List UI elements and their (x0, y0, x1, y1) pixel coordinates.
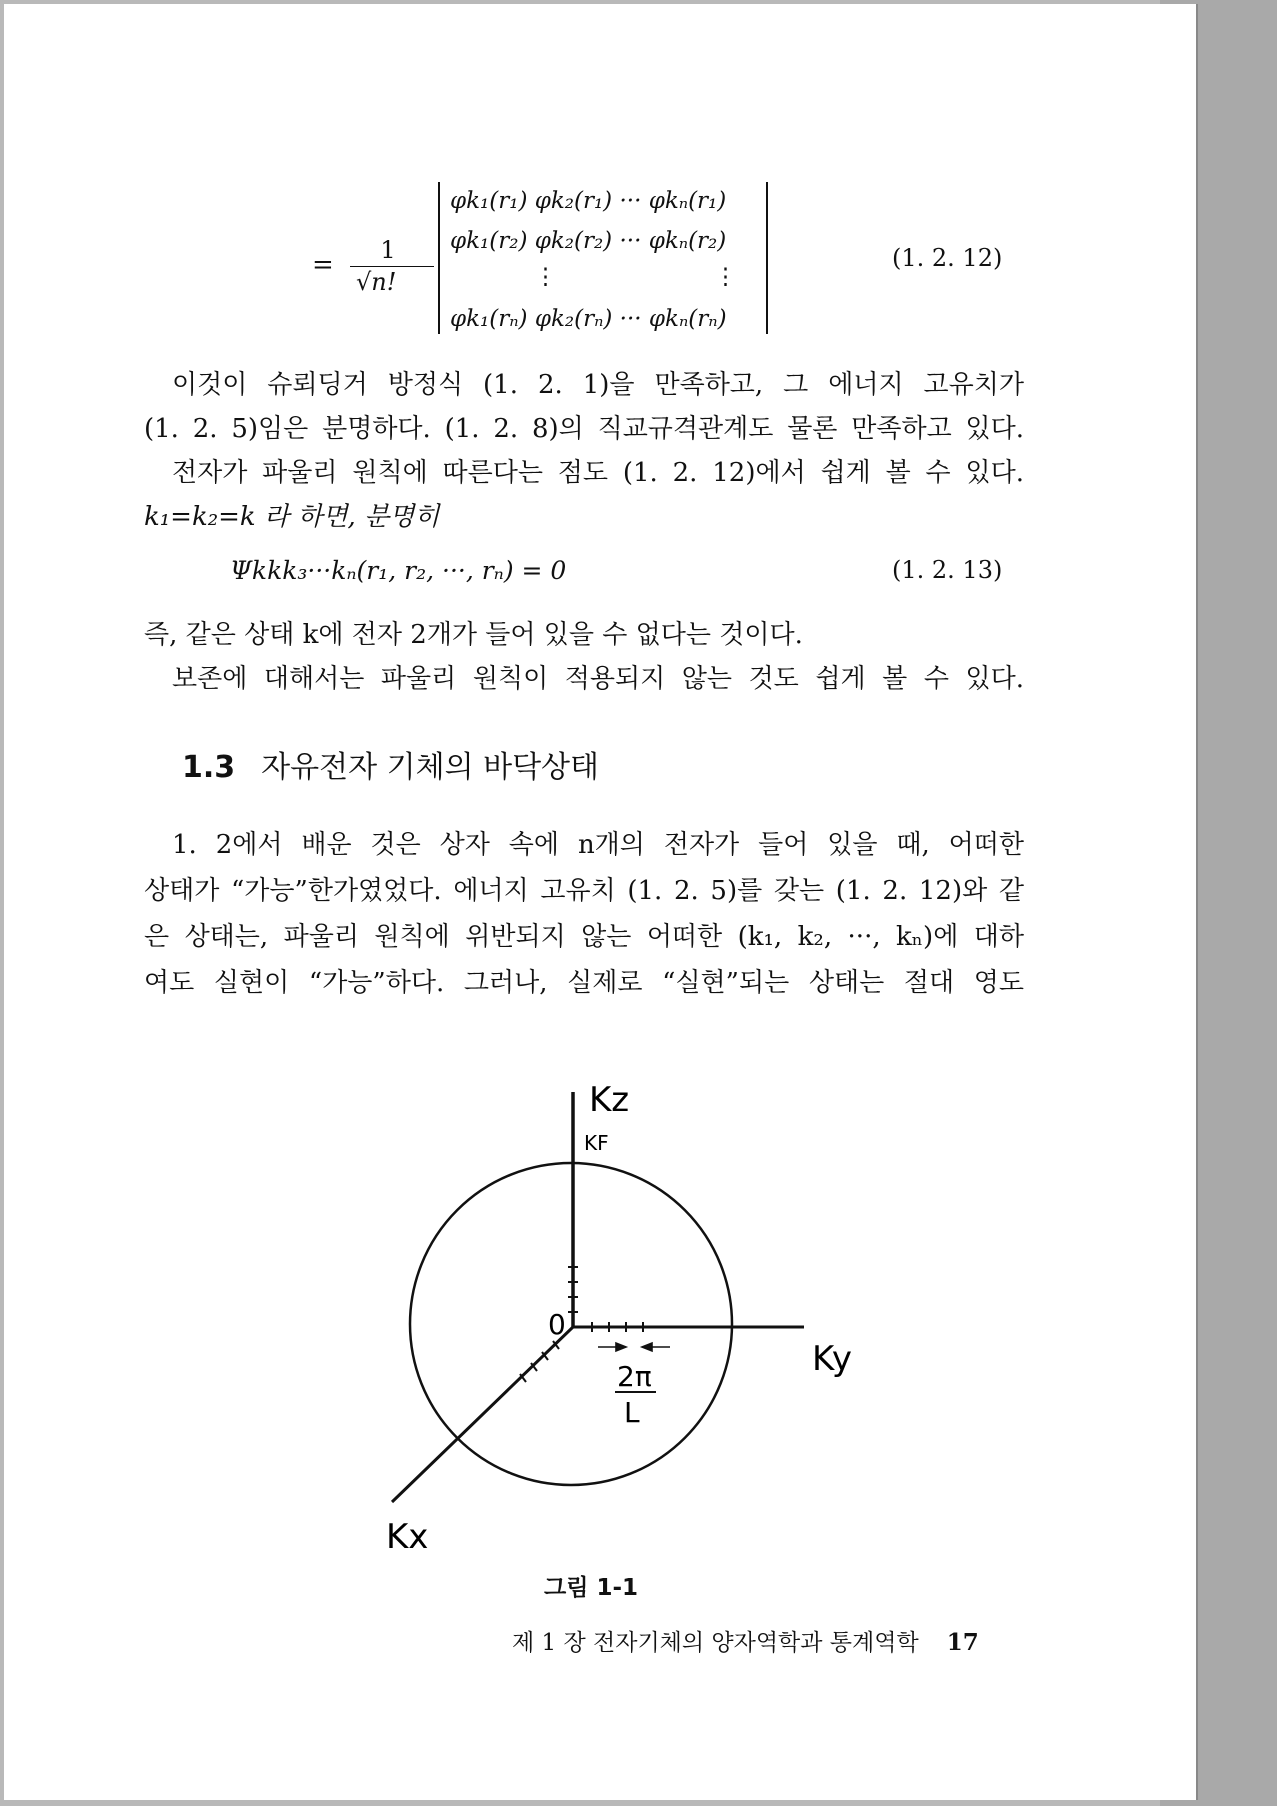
determinant-row-1: φk₁(r₁) φk₂(r₁) ··· φkₙ(r₁) (450, 188, 727, 214)
spacing-arrows (598, 1343, 670, 1351)
kx-axis (392, 1327, 573, 1502)
paragraph-3-line-4: 여도 실현이 “가능”하다. 그러나, 실제로 “실현”되는 상태는 절대 영도 (144, 968, 1024, 998)
label-kz: Kz (589, 1080, 630, 1120)
fraction-numerator: 1 (380, 236, 396, 264)
paragraph-3-line-2: 상태가 “가능”한가였었다. 에너지 고유치 (1. 2. 5)를 갖는 (1. 2. 12)와 같 (144, 876, 1024, 906)
determinant-row-4: φk₁(rₙ) φk₂(rₙ) ··· φkₙ(rₙ) (450, 306, 727, 332)
label-ky: Ky (812, 1339, 852, 1379)
label-origin: 0 (548, 1308, 566, 1341)
book-page (4, 4, 1196, 1800)
paragraph-2-line-1: 즉, 같은 상태 k에 전자 2개가 들어 있을 수 없다는 것이다. (144, 620, 803, 650)
spacing-numerator: 2π (617, 1360, 652, 1393)
equation-number-1-2-13: (1. 2. 13) (892, 556, 1003, 584)
paragraph-3-line-3: 은 상태는, 파울리 원칙에 위반되지 않는 어떠한 (k₁, k₂, ···, kₙ)에 대하 (144, 922, 1024, 952)
equation-1-2-13: Ψkkk₃···kₙ(r₁, r₂, ···, rₙ) = 0 (230, 556, 567, 585)
spacing-denominator: L (624, 1396, 640, 1429)
equation-number-1-2-12: (1. 2. 12) (892, 244, 1003, 272)
section-number: 1.3 (182, 750, 236, 785)
figure-fermi-sphere (4, 4, 1196, 1800)
section-title: 자유전자 기체의 바닥상태 (261, 750, 600, 785)
paragraph-1-line-1: 이것이 슈뢰딩거 방정식 (1. 2. 1)을 만족하고, 그 에너지 고유치가 (172, 370, 1024, 400)
paragraph-3-line-1: 1. 2에서 배운 것은 상자 속에 n개의 전자가 들어 있을 때, 어떠한 (172, 830, 1024, 860)
equals-sign: = (312, 250, 334, 280)
fraction-denominator: √n! (356, 268, 397, 296)
determinant-vdots-left: ⋮ (534, 264, 557, 290)
paragraph-1-line-3: 전자가 파울리 원칙에 따른다는 점도 (1. 2. 12)에서 쉽게 볼 수 있다. (172, 458, 1024, 488)
label-kx: Kx (386, 1517, 429, 1557)
paragraph-2-line-2: 보존에 대해서는 파울리 원칙이 적용되지 않는 것도 쉽게 볼 수 있다. (172, 664, 1024, 694)
footer-chapter-title: 제 1 장 전자기체의 양자역학과 통계역학 (512, 1630, 919, 1656)
figure-caption: 그림 1-1 (544, 1575, 638, 1601)
page-footer (512, 1624, 979, 1657)
determinant-vdots-right: ⋮ (714, 264, 737, 290)
paragraph-1-line-2: (1. 2. 5)임은 분명하다. (1. 2. 8)의 직교규격관계도 물론 만족하고 있다. (144, 414, 1024, 444)
page-number: 17 (946, 1629, 979, 1656)
label-kf: KF (584, 1131, 609, 1155)
determinant-row-2: φk₁(r₂) φk₂(r₂) ··· φkₙ(r₂) (450, 228, 727, 254)
paragraph-1-line-4: k₁=k₂=k 라 하면, 분명히 (144, 502, 440, 532)
